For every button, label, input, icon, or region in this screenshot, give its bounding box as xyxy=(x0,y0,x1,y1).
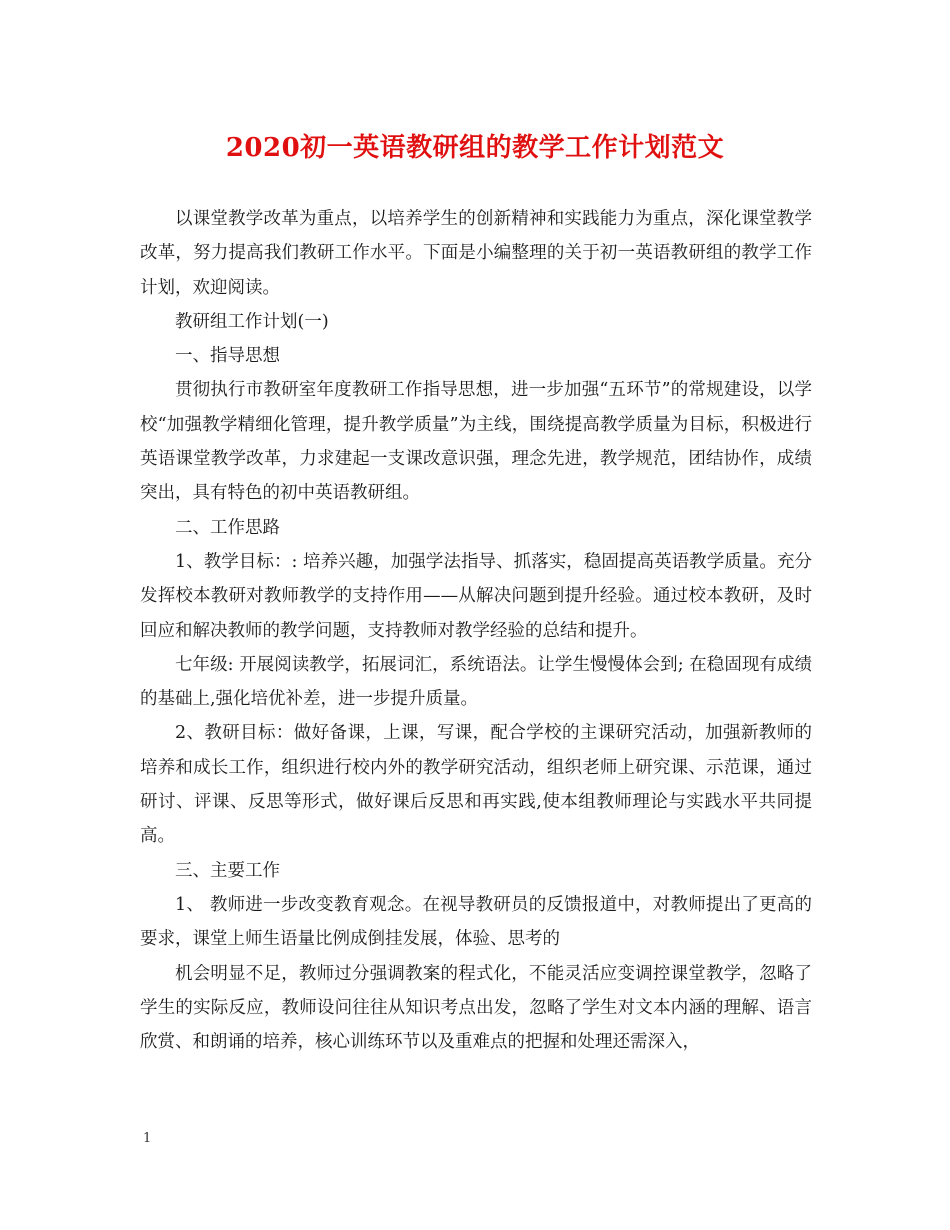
section-heading-main-work: 三、主要工作 xyxy=(175,860,280,881)
paragraph-main-work-continued: 机会明显不足，教师过分强调教案的程式化，不能灵活应变调控课堂教学，忽略了学生的实际反应，教师设问往往从知识考点出发，忽略了学生对文本内涵的理解、语言欣赏、和朗诵的培养，核心训练环节以及重难点的把握和处理还需深入， xyxy=(140,963,812,1053)
document-title: 2020初一英语教研组的教学工作计划范文 xyxy=(225,133,725,163)
paragraph-guiding-thought: 贯彻执行市教研室年度教研工作指导思想，进一步加强“五环节”的常规建设，以学校“加强教学精细化管理，提升教学质量”为主线，围绕提高教学质量为目标，积极进行英语课堂教学改革，力求建起一支课改意识强，理念先进，教学规范，团结协作，成绩突出，具有特色的初中英语教研组。 xyxy=(140,380,812,504)
paragraph-teaching-goal: 1、教学目标：: 培养兴趣，加强学法指导、抓落实，稳固提高英语教学质量。充分发挥校本教研对教师教学的支持作用——从解决问题到提升经验。通过校本教研，及时回应和解决教师的教学问题，支持教师对教学经验的总结和提升。 xyxy=(140,551,812,641)
paragraph-research-goal: 2、教研目标：做好备课，上课，写课，配合学校的主课研究活动，加强新教师的培养和成长工作，组织进行校内外的教学研究活动，组织老师上研究课、示范课，通过研讨、评课、反思等形式，做好课后反思和再实践,使本组教师理论与实践水平共同提高。 xyxy=(140,723,812,847)
paragraph-main-work-1: 1、 教师进一步改变教育观念。在视导教研员的反馈报道中，对教师提出了更高的要求，课堂上师生语量比例成倒挂发展，体验、思考的 xyxy=(140,894,812,950)
section-heading-work-approach: 二、工作思路 xyxy=(175,517,280,538)
paragraph-grade-seven: 七年级: 开展阅读教学，拓展词汇，系统语法。让学生慢慢体会到; 在稳固现有成绩的基础上,强化培优补差，进一步提升质量。 xyxy=(140,654,812,710)
paragraph-plan-heading: 教研组工作计划(一) xyxy=(175,311,329,332)
section-heading-guiding-thought: 一、指导思想 xyxy=(175,346,280,367)
paragraph-intro: 以课堂教学改革为重点，以培养学生的创新精神和实践能力为重点，深化课堂教学改革，努力提高我们教研工作水平。下面是小编整理的关于初一英语教研组的教学工作计划，欢迎阅读。 xyxy=(140,209,812,298)
page-number: 1 xyxy=(143,1131,152,1146)
document-body xyxy=(140,202,812,1059)
